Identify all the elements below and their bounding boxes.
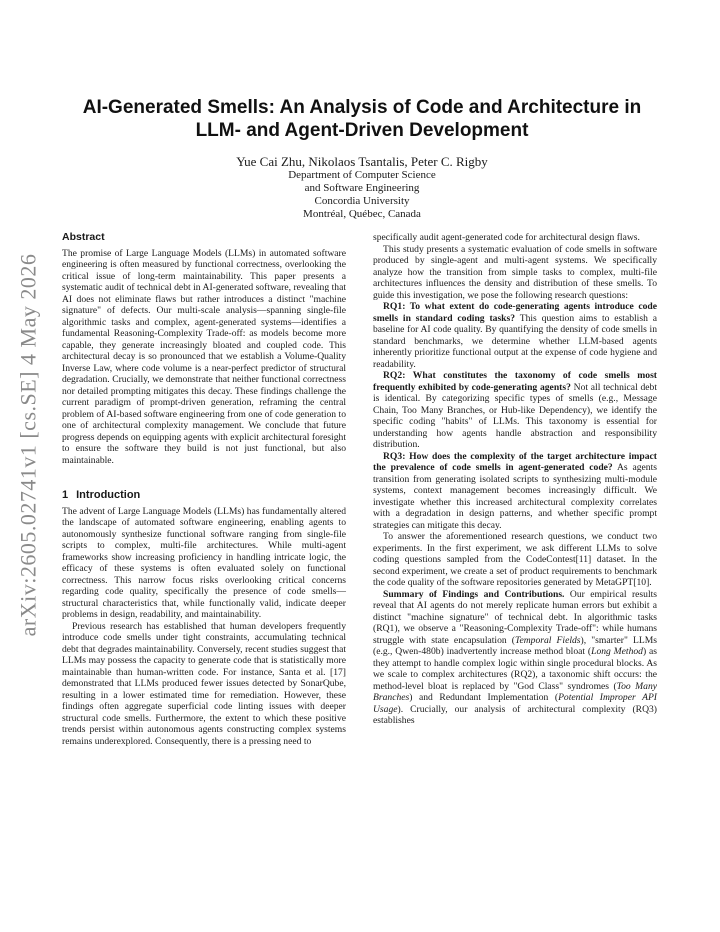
intro-paragraph-2: Previous research has established that human developers frequently introduce code smells under tight constraints, accumulating technical debt that degrades maintainability. Conversely, recent studies suggest that LLMs may possess the capacity to generate code that is statistically more maintainable than human-written code. For instance, Santa et al. [17] demonstrated that LLMs produced fewer issues detected by SonarQube, resulting in a lower estimated time for remediation. However, these findings often aggregate superficial code linting issues with deeper structural code smells. Furthermore, the extent to which these positive trends persist within autonomous agents constructing complex systems remains underexplored. Consequently, there is a pressing need to <box>62 620 346 747</box>
summary-text-e: ). Crucially, our analysis of architectural complexity (RQ3) establishes <box>373 703 657 726</box>
affiliation-line-3: Concordia University <box>314 195 410 207</box>
summary-text-b: ), "smarter" LLMs (e.g., Qwen-480b) inadvertently increase method bloat ( <box>373 634 657 657</box>
affiliation-line-2: and Software Engineering <box>304 182 420 194</box>
arxiv-identifier-stamp <box>8 230 48 660</box>
right-column <box>373 232 657 727</box>
arxiv-identifier-text: arXiv:2605.02741v1 [cs.SE] 4 May 2026 <box>15 253 40 637</box>
paper-title: AI-Generated Smells: An Analysis of Code and Architecture in LLM- and Agent-Driven Development <box>82 97 642 141</box>
rq2-description: Not all technical debt is identical. By categorizing specific types of smells (e.g., Message Chain, Too Many Branches, or Hub-like Dependency), we identify the specific coding "habits" of LLMs. This taxonomy is essential for understanding how agents handle abstraction and responsibility distribution. <box>373 381 657 450</box>
intro-paragraph-1: The advent of Large Language Models (LLMs) has fundamentally altered the landscape of automated software engineering, enabling agents to autonomously synthesize functional software ranging from single-file scripts to complex, multi-file architectures. While multi-agent frameworks show increasing proficiency in handling intricate logic, the efficacy of these systems is often evaluated solely on functional correctness. This narrow focus risks overlooking critical concerns regarding code quality, specifically the presence of code smells—structural characteristics that, while functionally valid, indicate deeper problems in design, readability, and maintainability. <box>62 505 346 620</box>
rq3-paragraph <box>373 451 657 532</box>
left-column <box>62 232 346 747</box>
affiliation-line-1: Department of Computer Science <box>288 169 436 181</box>
section-title: Introduction <box>76 489 141 501</box>
summary-text-a: Our empirical results reveal that AI agents do not merely replicate human errors but exhibit a distinct "machine signature" of technical debt. In algorithmic tasks (RQ1), we observe a "Reasoning-Complexity Trade-off": while humans struggle with state encapsulation ( <box>373 588 658 646</box>
summary-term-2: Long Method <box>591 646 643 657</box>
affiliation-line-4: Montréal, Québec, Canada <box>303 208 421 220</box>
summary-term-3: Too Many Branches <box>373 680 657 703</box>
rq3-question: RQ3: How does the complexity of the target architecture impact the prevalence of code smells in agent-generated code? <box>373 450 657 473</box>
summary-text-d: ) and Redundant Implementation ( <box>409 692 559 703</box>
rq3-description: As agents transition from generating isolated scripts to synthesizing multi-module systems, context management becomes increasingly difficult. We investigate whether this increased architectural complexity correlates with a degradation in design patterns, and whether specific prompt strategies can mitigate this decay. <box>373 462 657 531</box>
right-paragraph-5: To answer the aforementioned research questions, we conduct two experiments. In the first experiment, we ask different LLMs to solve coding questions sampled from the CodeContest[11] dataset. In the second experiment, we create a set of product requirements to benchmark the code quality of the software repositories generated by MetaGPT[10]. <box>373 531 657 588</box>
summary-term-1: Temporal Fields <box>515 634 581 646</box>
rq2-question: RQ2: What constitutes the taxonomy of code smells most frequently exhibited by code-generating agents? <box>373 370 657 393</box>
right-paragraph-1: This study presents a systematic evaluation of code smells in software produced by single-agent and multi-agent systems. We specifically analyze how the transition from simple tasks to complex, multi-file architectures influences the density and distribution of these smells. To guide this investigation, we pose the following research questions: <box>373 243 657 301</box>
summary-paragraph <box>373 589 657 727</box>
paper-header <box>62 96 662 221</box>
paper-authors: Yue Cai Zhu, Nikolaos Tsantalis, Peter C. Rigby <box>236 154 488 169</box>
introduction-heading <box>62 490 346 502</box>
right-paragraph-0: specifically audit agent-generated code for architectural design flaws. <box>373 232 640 243</box>
abstract-text: The promise of Large Language Models (LLMs) in automated software engineering is often measured by functional correctness, overlooking the critical issue of long-term maintainability. This paper presents a systematic audit of technical debt in AI-generated software, revealing that AI does not eliminate flaws but rather introduces a distinct "machine signature" of defects. Our multi-scale analysis—spanning single-file algorithmic tasks and complex, agent-generated systems—identifies a fundamental Reasoning-Complexity Trade-off: as models become more capable, they generate increasingly bloated and coupled code. This architectural decay is so pronounced that we establish a Volume-Quality Inverse Law, where code volume is a near-perfect predictor of structural degradation. Crucially, we demonstrate that neither functional correctness nor detailed prompting mitigates this decay. These findings challenge the current paradigm of prompt-driven generation, reframing the central problem of AI-based software engineering from one of code generation to one of architectural complexity management. We conclude that future progress depends on equipping agents with explicit architectural foresight to ensure the software they build is not just functional, but also maintainable. <box>62 247 346 466</box>
summary-term-4: Potential Improper API Usage <box>373 692 657 715</box>
rq1-description: This question aims to establish a baseline for AI code quality. By quantifying the density of code smells in standard benchmarks, we determine whether LLM-based agents inherently prioritize functional output at the expense of code hygiene and readability. <box>373 312 657 370</box>
rq1-paragraph <box>373 301 657 370</box>
rq2-paragraph <box>373 370 657 451</box>
rq1-question: RQ1: To what extent do code-generating agents introduce code smells in standard coding tasks? <box>373 301 657 324</box>
section-number: 1 <box>62 489 69 501</box>
abstract-heading: Abstract <box>62 231 105 243</box>
summary-text-c: ) as they attempt to handle complex logic within single procedural blocks. As we scale to complex architectures (RQ2), a taxonomic shift occurs: the method-level bloat is replaced by "God Class" syndromes ( <box>373 646 657 692</box>
summary-heading: Summary of Findings and Contributions. <box>383 588 565 600</box>
